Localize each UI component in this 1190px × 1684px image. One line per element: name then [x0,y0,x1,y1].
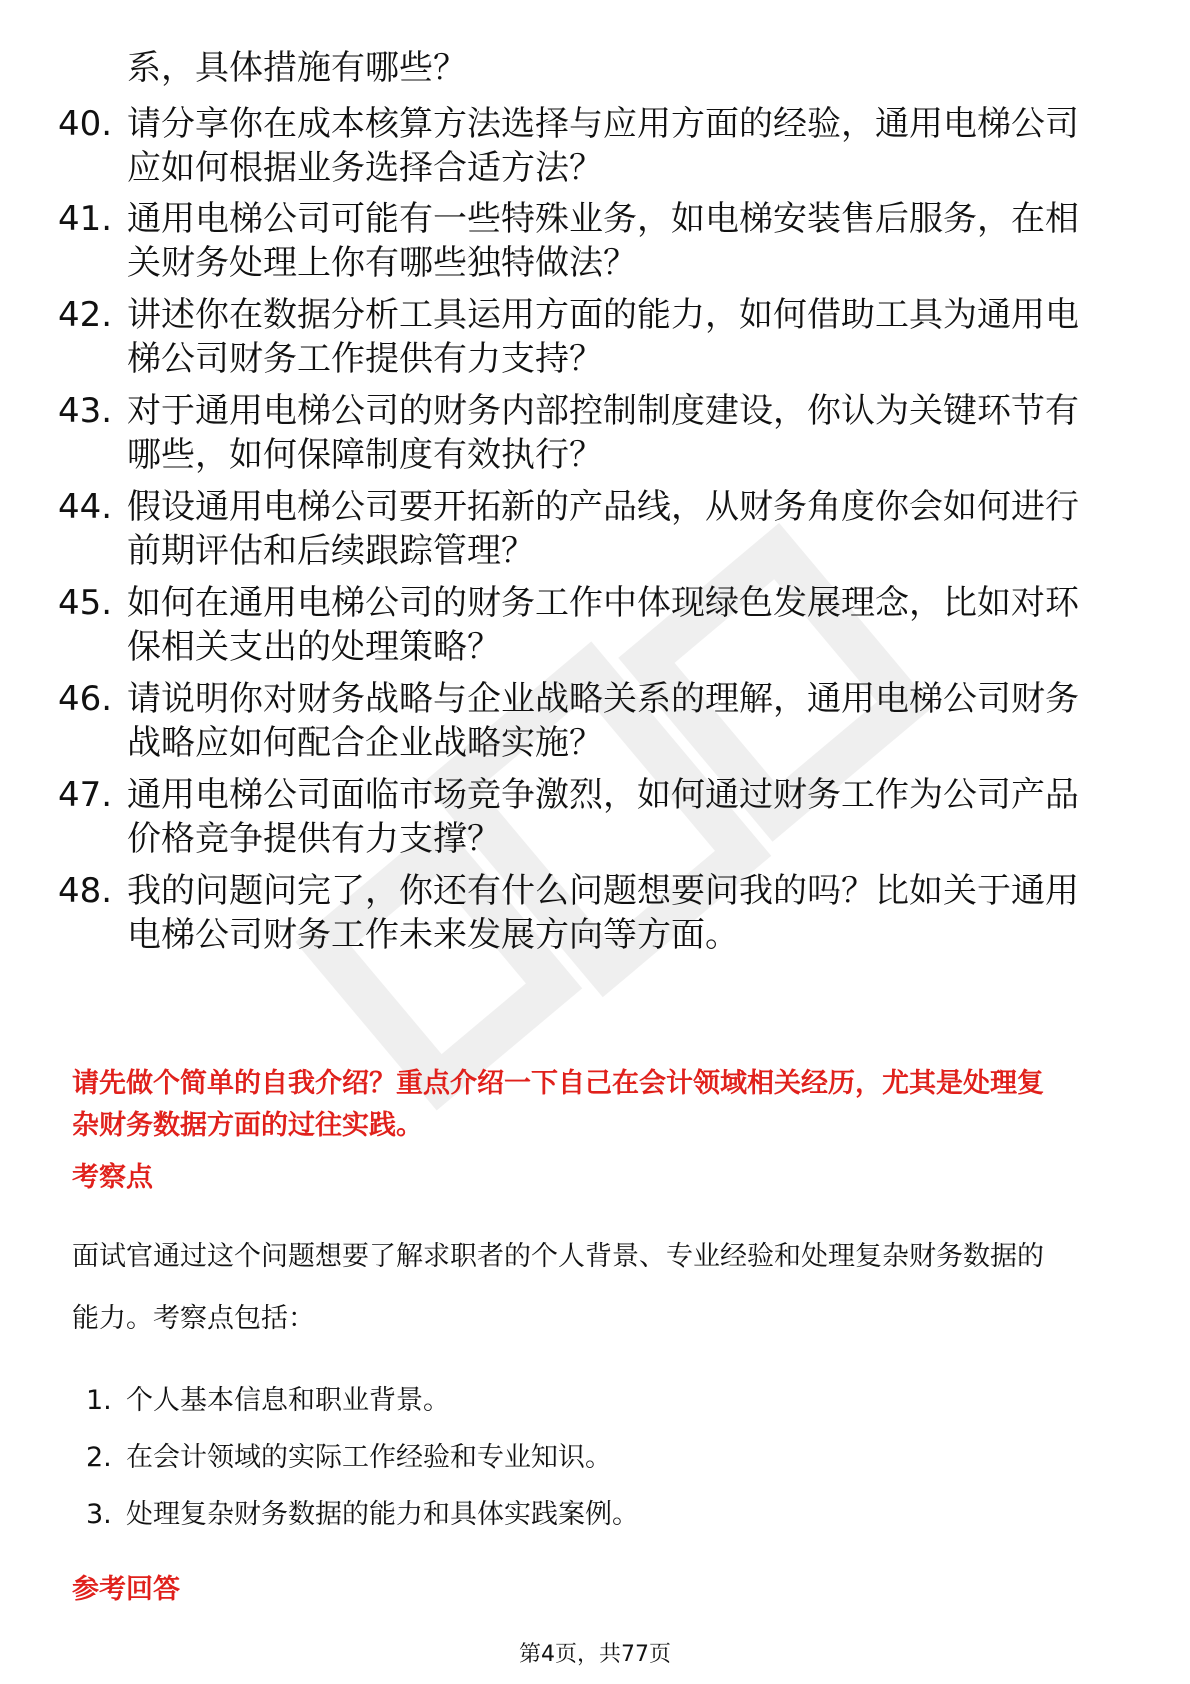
question-number: 45. [58,583,113,623]
question-number: 40. [58,104,113,144]
reference-heading: 参考回答 [72,1574,180,1605]
point-number: 3. [86,1499,112,1530]
featured-question: 请先做个简单的自我介绍？重点介绍一下自己在会计领域相关经历，尤其是处理复 杂财务数据方面的过往实践。 [72,1068,1044,1141]
question-text: 对于通用电梯公司的财务内部控制制度建设，你认为关键环节有 哪些，如何保障制度有效执行？ [127,391,1079,475]
question-number: 46. [58,679,113,719]
assessment-intro: 面试官通过这个问题想要了解求职者的个人背景、专业经验和处理复杂财务数据的 能力。考察点包括： [72,1241,1044,1334]
question-text: 请说明你对财务战略与企业战略关系的理解，通用电梯公司财务 战略应如何配合企业战略实施？ [127,679,1079,763]
assessment-point [86,1435,612,1474]
question-text: 我的问题问完了，你还有什么问题想要问我的吗？比如关于通用 电梯公司财务工作未来发展方向等方面。 [127,871,1079,955]
point-text: 处理复杂财务数据的能力和具体实践案例。 [126,1499,639,1530]
assessment-heading: 考察点 [72,1162,153,1193]
question-text: 如何在通用电梯公司的财务工作中体现绿色发展理念，比如对环 保相关支出的处理策略？ [127,583,1079,667]
question-number: 43. [58,391,113,431]
question-number: 44. [58,487,113,527]
question-text: 通用电梯公司可能有一些特殊业务，如电梯安装售后服务，在相 关财务处理上你有哪些独特做法？ [127,199,1079,283]
question-text: 通用电梯公司面临市场竞争激烈，如何通过财务工作为公司产品 价格竞争提供有力支撑？ [127,775,1079,859]
question-continuation: 系，具体措施有哪些？ [127,48,467,88]
point-text: 在会计领域的实际工作经验和专业知识。 [126,1442,612,1473]
question-number: 41. [58,199,113,239]
question-number: 42. [58,295,113,335]
point-number: 2. [86,1442,112,1473]
assessment-point [86,1492,639,1531]
point-text: 个人基本信息和职业背景。 [126,1385,450,1416]
assessment-point [86,1378,450,1417]
point-number: 1. [86,1385,112,1416]
question-number: 48. [58,871,113,911]
question-text: 请分享你在成本核算方法选择与应用方面的经验，通用电梯公司 应如何根据业务选择合适方法？ [127,104,1079,188]
question-number: 47. [58,775,113,815]
question-text: 假设通用电梯公司要开拓新的产品线，从财务角度你会如何进行 前期评估和后续跟踪管理？ [127,487,1079,571]
page-footer: 第4页，共77页 [519,1642,671,1667]
question-text: 讲述你在数据分析工具运用方面的能力，如何借助工具为通用电 梯公司财务工作提供有力支持？ [127,295,1079,379]
